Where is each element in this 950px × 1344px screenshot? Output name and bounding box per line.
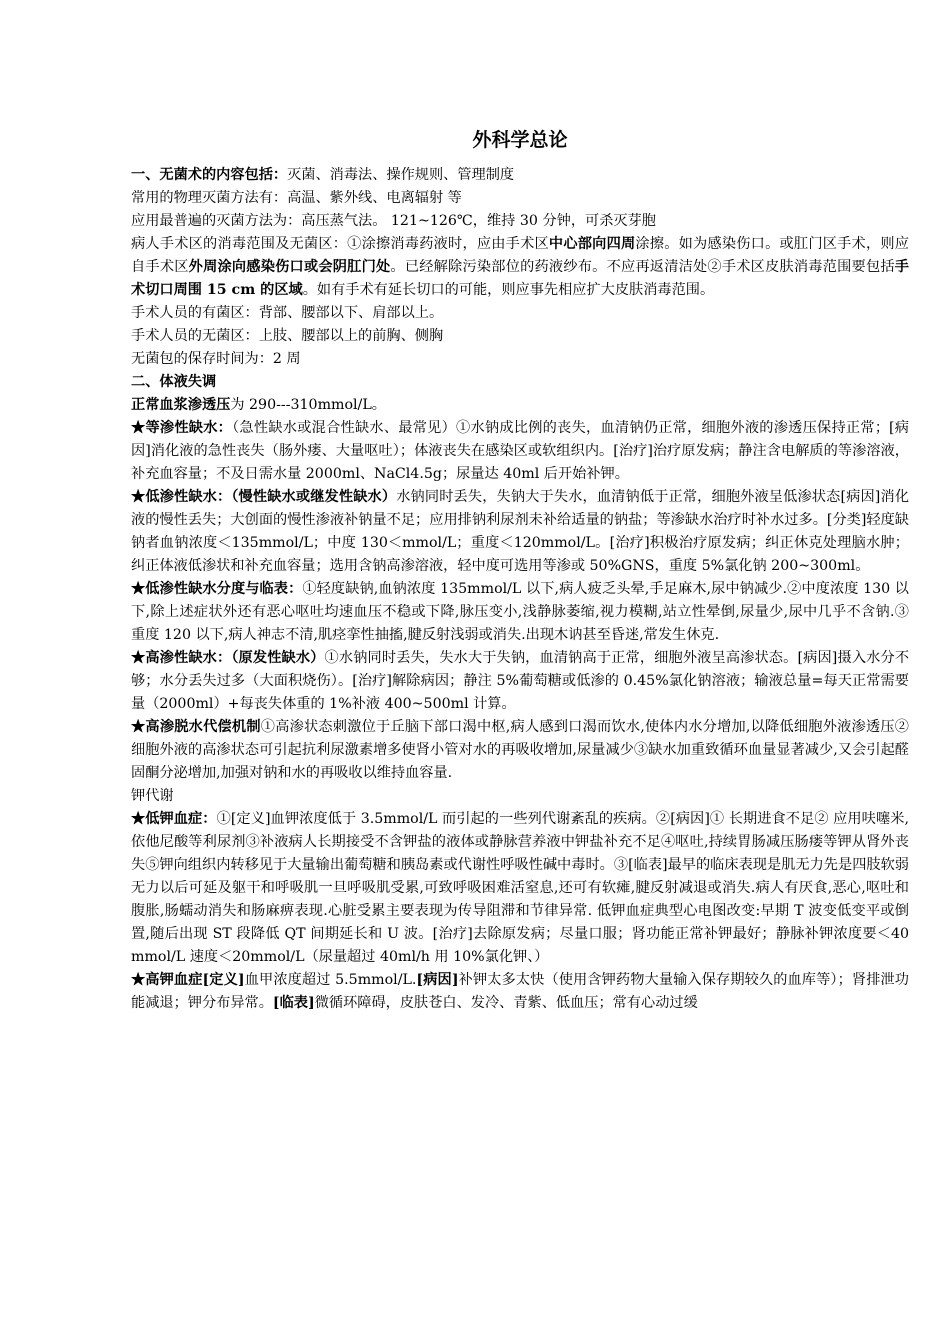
paragraph	[131, 348, 909, 371]
bold-text-run: ★低渗性缺水分度与临表：	[131, 581, 303, 597]
paragraph	[131, 164, 909, 187]
paragraph	[131, 417, 909, 486]
document-title: 外科学总论	[472, 129, 568, 151]
paragraph	[131, 233, 909, 302]
bold-text-run: ★等渗性缺水：	[131, 420, 233, 436]
bold-text-run: ★低渗性缺水：（慢性缺水或继发性缺水）	[131, 489, 397, 505]
text-run: 。如有手术有延长切口的可能，则应事先相应扩大皮肤消毒范围。	[302, 282, 715, 298]
paragraph	[131, 187, 909, 210]
paragraph	[131, 647, 909, 716]
text-run: ①高渗状态刺激位于丘脑下部口渴中枢,病人感到口渴而饮水,使体内水分增加,以降低细胞外液渗透压②细胞外液的高渗状态可引起抗利尿激素增多使肾小管对水的再吸收增加,尿量减少③缺水加重致循环血量显著减少,又会引起醛固酮分泌增加,加强对钠和水的再吸收以维持血容量.	[131, 719, 909, 781]
bold-text-run: [临表]	[272, 995, 315, 1011]
bold-text-run: 外周涂向感染伤口或会阴肛门处	[188, 259, 391, 275]
text-run: 手术人员的无菌区：上肢、腰部以上的前胸、侧胸	[131, 328, 444, 344]
text-run: ①轻度缺钠,血钠浓度 135mmol/L 以下,病人疲乏头晕,手足麻木,尿中钠减少.②中度浓度 130 以下,除上述症状外还有恶心呕吐均速血压不稳或下降,脉压变小,浅静脉萎缩,视力模糊,站立性晕倒,尿量少,尿中几乎不含钠.③ 重度 120 以下,病人神志不清,肌痉挛性抽搐,腱反射浅弱或消失.出现木讷甚至昏迷,常发生休克.	[131, 581, 909, 643]
text-run: 为 290---310mmol/L。	[230, 397, 386, 413]
text-run: 水钠同时丢失，失钠大于失水，血清钠低于正常，细胞外液呈低渗状态[病因]消化液的慢性丢失；大创面的慢性渗液补钠量不足；应用排钠利尿剂未补给适量的钠盐；等渗缺水治疗时补水过多。[分类]轻度缺钠者血钠浓度＜135mmol/L；中度 130＜mmol/L；重度＜120mmol/L。[治疗]积极治疗原发病；纠正休克处理脑水肿；纠正体液低渗状和补充血容量；选用含钠高渗溶液，轻中度可选用等渗或 50%GNS，重度 5%氯化钠 200~300ml。	[131, 489, 910, 574]
text-run: 手术人员的有菌区：背部、腰部以下、肩部以上。	[131, 305, 444, 321]
paragraph	[131, 394, 909, 417]
paragraph	[131, 785, 909, 808]
text-run: 灭菌、消毒法、操作规则、管理制度	[287, 167, 515, 183]
paragraph	[131, 371, 909, 394]
bold-text-run: ★高渗脱水代偿机制	[131, 719, 261, 735]
text-run: 病人手术区的消毒范围及无菌区：①涂擦消毒药液时，应由手术区	[131, 236, 549, 252]
text-run: 。已经解除污染部位的药液纱布。不应再返清洁处②手术区皮肤消毒范围要包括	[390, 259, 895, 275]
paragraph	[131, 302, 909, 325]
document-body	[131, 164, 909, 1015]
bold-text-run: 二、体液失调	[131, 374, 217, 390]
text-run: ①[定义]血钾浓度低于 3.5mmol/L 而引起的一些列代谢紊乱的疾病。②[病因]① 长期进食不足② 应用呋噻米,依他尼酸等利尿剂③补液病人长期接受不含钾盐的液体或静脉营养液中钾盐补充不足④呕吐,持续胃肠减压肠瘘等钾从肾外丧失⑤钾向组织内转移见于大量输出葡萄糖和胰岛素或代谢性呼吸性碱中毒时。③[临表]最早的临床表现是肌无力先是四肢软弱无力以后可延及躯干和呼吸肌一旦呼吸肌受累,可致呼吸困难活窒息,还可有软瘫,腱反射减退或消失.病人有厌食,恶心,呕吐和腹胀,肠蠕动消失和肠麻痹表现.心脏受累主要表现为传导阻滞和节律异常. 低钾血症典型心电图改变:早期 T 波变低变平或倒置,随后出现 ST 段降低 QT 间期延长和 U 波。[治疗]去除原发病；尽量口服；肾功能正常补钾最好；静脉补钾浓度要＜40mmol/L 速度＜20mmol/L（尿量超过 40ml/h 用 10%氯化钾、）	[131, 811, 909, 965]
bold-text-run: ★高渗性缺水：（原发性缺水）	[131, 650, 325, 666]
text-run: 补钾太多太快（使用含钾药物大量输入保存期较久的血库等）；肾排泄功能减退；钾分布异常。	[131, 972, 909, 1011]
bold-text-run: 手术切口周围 15 cm 的区域	[131, 259, 909, 298]
paragraph	[131, 486, 909, 578]
text-run: 应用最普遍的灭菌方法为：高压蒸气法。 121~126℃，维持 30 分钟，可杀灭芽胞	[131, 213, 656, 229]
paragraph	[131, 210, 909, 233]
text-run: 微循环障碍，皮肤苍白、发冷、青紫、低血压；常有心动过缓	[314, 995, 698, 1011]
paragraph	[131, 578, 909, 647]
paragraph	[131, 808, 909, 969]
bold-text-run: 中心部向四周	[548, 236, 636, 252]
text-run: 无菌包的保存时间为：2 周	[131, 351, 301, 367]
bold-text-run: ★高钾血症[定义]	[131, 972, 245, 988]
paragraph	[131, 325, 909, 348]
text-run: 涂擦。如为感染伤口。或肛门区手术，则应自手术区	[131, 236, 909, 275]
bold-text-run: 一、无菌术的内容包括：	[131, 167, 288, 183]
bold-text-run: 正常血浆渗透压	[131, 397, 231, 413]
bold-text-run: ★低钾血症：	[131, 811, 217, 827]
text-run: 血甲浓度超过 5.5mmol/L.	[244, 972, 417, 988]
document-page	[131, 128, 909, 1015]
text-run: 钾代谢	[131, 788, 174, 804]
text-run: （急性缺水或混合性缺水、最常见）①水钠成比例的丧失，血清钠仍正常，细胞外液的渗透压保持正常；[病因]消化液的急性丧失（肠外瘘、大量呕吐）；体液丧失在感染区或软组织内。[治疗]治疗原发病；静注含电解质的等渗溶液，补充血容量；不及日需水量 2000ml、NaCl4.5g；尿量达 40ml 后开始补钾。	[131, 420, 909, 482]
paragraph	[131, 716, 909, 785]
text-run: ①水钠同时丢失，失水大于失钠，血清钠高于正常，细胞外液呈高渗状态。[病因]摄入水分不够；水分丢失过多（大面积烧伤）。[治疗]解除病因；静注 5%葡萄糖或低渗的 0.45%氯化钠溶液；输液总量=每天正常需要量（2000ml）+每丧失体重的 1%补液 400~500ml 计算。	[131, 650, 910, 712]
bold-text-run: [病因]	[416, 972, 459, 988]
text-run: 常用的物理灭菌方法有：高温、紫外线、电离辐射 等	[131, 190, 462, 206]
paragraph	[131, 969, 909, 1015]
